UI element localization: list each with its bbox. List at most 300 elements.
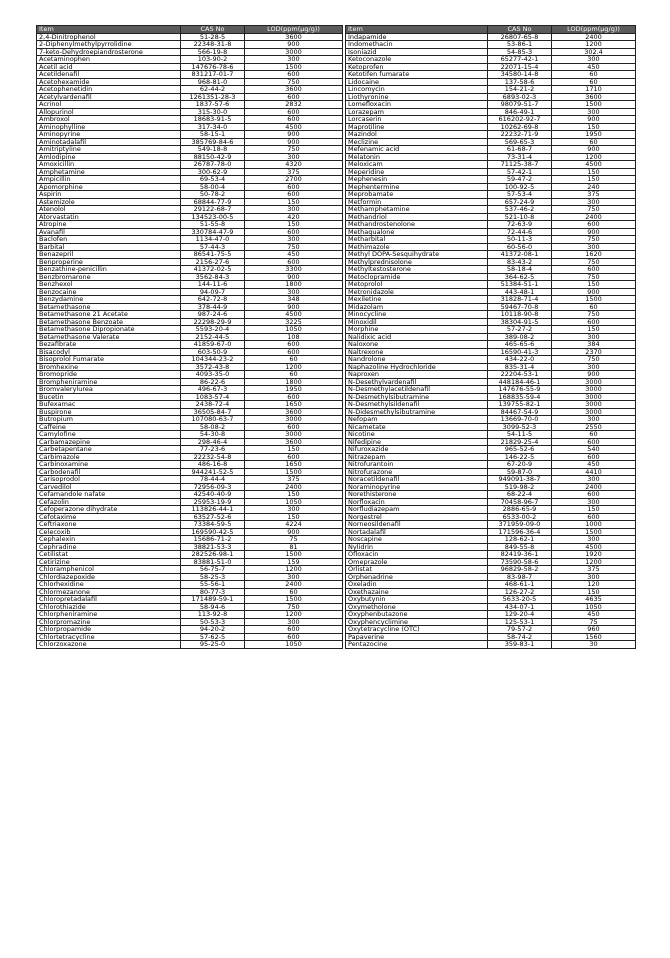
table-row [37, 213, 343, 221]
lod-value-cell: 3000 [552, 393, 636, 401]
cas-number-cell: 315-30-0 [181, 108, 245, 116]
item-name-cell: Noracetildenafil [346, 476, 488, 484]
lod-value-cell: 3225 [245, 318, 343, 326]
table-row [346, 56, 636, 64]
item-name-cell: Nalidixic acid [346, 333, 488, 341]
lod-value-cell: 750 [245, 146, 343, 154]
lod-value-cell: 150 [245, 198, 343, 206]
lod-value-cell: 2400 [245, 581, 343, 589]
lod-value-cell: 600 [552, 266, 636, 274]
lod-value-cell: 1200 [245, 363, 343, 371]
cas-number-cell: 57-62-5 [181, 633, 245, 641]
cas-number-cell: 51-55-8 [181, 221, 245, 229]
table-row [37, 123, 343, 131]
item-name-cell: Benzhexol [37, 281, 181, 289]
cas-number-cell: 364-62-5 [488, 273, 552, 281]
cas-number-cell: 831217-01-7 [181, 71, 245, 79]
lod-value-cell: 150 [552, 123, 636, 131]
item-name-cell: Benzocaine [37, 288, 181, 296]
item-name-cell: Oxyphenbutazone [346, 611, 488, 619]
lod-value-cell: 300 [245, 573, 343, 581]
cas-number-cell: 79-57-2 [488, 626, 552, 634]
item-name-cell: Melatonin [346, 153, 488, 161]
cas-number-cell: 56-75-7 [181, 566, 245, 574]
table-row [37, 423, 343, 431]
table-row [37, 386, 343, 394]
item-name-cell: Allopurinol [37, 108, 181, 116]
table-row [37, 138, 343, 146]
table-row [346, 611, 636, 619]
lod-value-cell: 3000 [245, 431, 343, 439]
cas-number-cell: 22298-29-9 [181, 318, 245, 326]
item-name-cell: Chlordiazepoxide [37, 573, 181, 581]
item-name-cell: Indapamide [346, 33, 488, 41]
item-name-cell: Chloramphenicol [37, 566, 181, 574]
lod-value-cell: 450 [552, 611, 636, 619]
item-name-cell: Ketotifen fumarate [346, 71, 488, 79]
item-name-cell: Methyl DOPA-Sesquihydrate [346, 251, 488, 259]
cas-number-cell: 6533-00-2 [488, 513, 552, 521]
table-row [346, 258, 636, 266]
table-row [346, 581, 636, 589]
lod-value-cell: 3600 [245, 438, 343, 446]
lod-value-cell: 900 [245, 273, 343, 281]
table-row [346, 326, 636, 334]
lod-value-cell: 600 [552, 318, 636, 326]
item-name-cell: Oxeladin [346, 581, 488, 589]
cas-number-cell: 59467-70-8 [488, 303, 552, 311]
item-name-cell: Norfloxacin [346, 498, 488, 506]
lod-value-cell: 3000 [552, 378, 636, 386]
lod-value-cell: 300 [245, 506, 343, 514]
table-row [346, 101, 636, 109]
cas-number-cell: 83881-51-0 [181, 558, 245, 566]
lod-value-cell: 2832 [245, 101, 343, 109]
lod-value-cell: 1950 [245, 386, 343, 394]
lod-value-cell: 3600 [245, 33, 343, 41]
table-row [37, 281, 343, 289]
cas-number-cell: 94-20-2 [181, 626, 245, 634]
table-row [37, 348, 343, 356]
cas-number-cell: 2438-72-4 [181, 401, 245, 409]
lod-value-cell: 150 [245, 491, 343, 499]
table-row [346, 416, 636, 424]
table-row [37, 596, 343, 604]
cas-number-cell: 965-52-6 [488, 446, 552, 454]
item-name-cell: Midazolam [346, 303, 488, 311]
item-name-cell: N-Desethylvardenafil [346, 378, 488, 386]
table-row [346, 78, 636, 86]
cas-number-cell: 72956-09-3 [181, 483, 245, 491]
table-row [346, 86, 636, 94]
table-row [346, 303, 636, 311]
cas-number-cell: 57-27-2 [488, 326, 552, 334]
lod-value-cell: 600 [245, 423, 343, 431]
table-row [37, 573, 343, 581]
lod-value-cell: 300 [552, 573, 636, 581]
cas-number-cell: 4093-35-0 [181, 371, 245, 379]
table-row [346, 423, 636, 431]
item-name-cell: Acrinol [37, 101, 181, 109]
cas-number-cell: 86541-75-5 [181, 251, 245, 259]
lod-value-cell: 60 [245, 588, 343, 596]
lod-value-cell: 4410 [552, 468, 636, 476]
item-name-cell: Ambroxol [37, 116, 181, 124]
lod-value-cell: 900 [552, 116, 636, 124]
table-row [37, 288, 343, 296]
lod-value-cell: 600 [552, 491, 636, 499]
table-row [346, 618, 636, 626]
item-name-cell: Benproperine [37, 258, 181, 266]
table-row [37, 393, 343, 401]
lod-value-cell: 4224 [245, 521, 343, 529]
cas-number-cell: 944241-52-5 [181, 468, 245, 476]
cas-number-cell: 128-62-1 [488, 536, 552, 544]
cas-number-cell: 465-65-6 [488, 341, 552, 349]
cas-number-cell: 137-58-6 [488, 78, 552, 86]
lod-value-cell: 1500 [552, 528, 636, 536]
cas-number-cell: 62-44-2 [181, 86, 245, 94]
lod-value-cell: 1710 [552, 86, 636, 94]
cas-number-cell: 25953-19-9 [181, 498, 245, 506]
cas-number-cell: 371959-09-0 [488, 521, 552, 529]
cas-number-cell: 55-56-1 [181, 581, 245, 589]
cas-number-cell: 57-42-1 [488, 168, 552, 176]
cas-number-cell: 41372-02-5 [181, 266, 245, 274]
cas-number-cell: 129-20-4 [488, 611, 552, 619]
table-row [346, 378, 636, 386]
cas-number-cell: 77-23-6 [181, 446, 245, 454]
item-name-cell: Atenolol [37, 206, 181, 214]
item-name-cell: Omeprazole [346, 558, 488, 566]
item-name-cell: Oxyphencyclimine [346, 618, 488, 626]
item-name-cell: Astemizole [37, 198, 181, 206]
table-row [37, 228, 343, 236]
table-row [37, 101, 343, 109]
lod-value-cell: 900 [552, 288, 636, 296]
cas-number-cell: 73384-59-5 [181, 521, 245, 529]
table-row [346, 273, 636, 281]
item-name-cell: Chlorzoxazone [37, 641, 181, 649]
table-row [37, 438, 343, 446]
lod-value-cell: 1050 [552, 603, 636, 611]
item-name-cell: Noraminopyrine [346, 483, 488, 491]
cas-number-cell: 61-68-7 [488, 146, 552, 154]
item-name-cell: Ofloxacin [346, 551, 488, 559]
lod-value-cell: 150 [552, 176, 636, 184]
cas-number-cell: 146-22-5 [488, 453, 552, 461]
item-name-cell: Cefotaxime [37, 513, 181, 521]
lod-value-cell: 300 [245, 288, 343, 296]
item-name-cell: Cefoperazone dihydrate [37, 506, 181, 514]
table-row [37, 356, 343, 364]
lod-value-cell: 1500 [552, 296, 636, 304]
lod-value-cell: 2400 [552, 483, 636, 491]
cas-number-cell: 126-27-2 [488, 588, 552, 596]
table-row [346, 33, 636, 41]
table-row [37, 603, 343, 611]
lod-table-left [36, 25, 343, 649]
table-row [346, 153, 636, 161]
lod-value-cell: 600 [245, 258, 343, 266]
item-name-cell: Isoniazid [346, 48, 488, 56]
table-row [37, 56, 343, 64]
lod-value-cell: 1650 [245, 401, 343, 409]
table-row [346, 213, 636, 221]
item-name-cell: Nicotine [346, 431, 488, 439]
cas-number-cell: 73-31-4 [488, 153, 552, 161]
column-header-lod: LOD(ppm(μg/g)) [245, 26, 343, 34]
table-row [346, 228, 636, 236]
lod-value-cell: 240 [552, 183, 636, 191]
lod-value-cell: 900 [245, 131, 343, 139]
table-row [346, 41, 636, 49]
lod-value-cell: 600 [245, 348, 343, 356]
table-row [37, 63, 343, 71]
item-name-cell: Betamethasone 21 Acetate [37, 311, 181, 319]
lod-value-cell: 1950 [552, 131, 636, 139]
item-name-cell: Bufexamac [37, 401, 181, 409]
item-name-cell: Benzydamine [37, 296, 181, 304]
cas-number-cell: 434-22-0 [488, 356, 552, 364]
cas-number-cell: 298-46-4 [181, 438, 245, 446]
cas-number-cell: 434-07-1 [488, 603, 552, 611]
cas-number-cell: 36505-84-7 [181, 408, 245, 416]
lod-value-cell: 60 [552, 303, 636, 311]
lod-value-cell: 1650 [245, 461, 343, 469]
lod-value-cell: 900 [245, 41, 343, 49]
lod-value-cell: 2400 [245, 483, 343, 491]
item-name-cell: Butropium [37, 416, 181, 424]
cas-number-cell: 69-53-4 [181, 176, 245, 184]
item-name-cell: Amoxicillin [37, 161, 181, 169]
lod-value-cell: 750 [552, 311, 636, 319]
item-name-cell: 2-Diphenylmethylpyrrolidine [37, 41, 181, 49]
cas-number-cell: 566-19-8 [181, 48, 245, 56]
item-name-cell: Lincomycin [346, 86, 488, 94]
table-row [37, 258, 343, 266]
table-row [37, 468, 343, 476]
lod-value-cell: 1500 [245, 551, 343, 559]
table-row [346, 626, 636, 634]
item-name-cell: Minocycline [346, 311, 488, 319]
table-row [37, 483, 343, 491]
table-row [346, 318, 636, 326]
lod-value-cell: 2700 [245, 176, 343, 184]
lod-value-cell: 60 [245, 356, 343, 364]
cas-number-cell: 65277-42-1 [488, 56, 552, 64]
item-name-cell: Bezafibrate [37, 341, 181, 349]
table-row [37, 618, 343, 626]
lod-value-cell: 750 [552, 236, 636, 244]
lod-value-cell: 1200 [245, 566, 343, 574]
lod-value-cell: 600 [245, 116, 343, 124]
table-row [346, 453, 636, 461]
lod-value-cell: 750 [552, 356, 636, 364]
item-name-cell: Aspirin [37, 191, 181, 199]
cas-number-cell: 549-18-8 [181, 146, 245, 154]
cas-number-cell: 113826-44-1 [181, 506, 245, 514]
lod-value-cell: 3600 [552, 93, 636, 101]
item-name-cell: Celecoxib [37, 528, 181, 536]
cas-number-cell: 58-25-3 [181, 573, 245, 581]
item-name-cell: Caffeine [37, 423, 181, 431]
item-name-cell: Methandrostenolone [346, 221, 488, 229]
cas-number-cell: 378-44-9 [181, 303, 245, 311]
cas-number-cell: 1261351-28-3 [181, 93, 245, 101]
table-row [37, 446, 343, 454]
cas-number-cell: 171596-36-4 [488, 528, 552, 536]
table-row [37, 206, 343, 214]
item-name-cell: Carbodenafil [37, 468, 181, 476]
lod-value-cell: 600 [245, 183, 343, 191]
table-row [346, 296, 636, 304]
lod-value-cell: 120 [552, 581, 636, 589]
item-name-cell: Nylidrin [346, 543, 488, 551]
lod-value-cell: 1500 [552, 101, 636, 109]
lod-value-cell: 30 [552, 641, 636, 649]
cas-number-cell: 22348-31-8 [181, 41, 245, 49]
cas-number-cell: 10262-69-8 [488, 123, 552, 131]
cas-number-cell: 60-56-0 [488, 243, 552, 251]
lod-value-cell: 375 [245, 168, 343, 176]
item-name-cell: Nortadalafil [346, 528, 488, 536]
cas-number-cell: 59-87-0 [488, 468, 552, 476]
lod-value-cell: 1200 [552, 41, 636, 49]
lod-value-cell: 900 [245, 138, 343, 146]
cas-number-cell: 468-61-1 [488, 581, 552, 589]
cas-number-cell: 98079-51-7 [488, 101, 552, 109]
item-name-cell: Brompheniramine [37, 378, 181, 386]
item-name-cell: Betamethasone [37, 303, 181, 311]
item-name-cell: Maprotiline [346, 123, 488, 131]
lod-value-cell: 600 [245, 453, 343, 461]
item-name-cell: Lidocaine [346, 78, 488, 86]
table-row [346, 71, 636, 79]
table-row [346, 251, 636, 259]
lod-value-cell: 60 [552, 71, 636, 79]
item-name-cell: Cetilistat [37, 551, 181, 559]
item-name-cell: Chlortetracycline [37, 633, 181, 641]
lod-value-cell: 4500 [245, 311, 343, 319]
table-row [346, 93, 636, 101]
table-row [37, 48, 343, 56]
table-row [37, 551, 343, 559]
lod-value-cell: 150 [245, 221, 343, 229]
lod-value-cell: 300 [552, 536, 636, 544]
table-row [346, 146, 636, 154]
cas-number-cell: 1083-57-4 [181, 393, 245, 401]
item-name-cell: N-Didesmethylsibutramine [346, 408, 488, 416]
lod-value-cell: 1050 [245, 326, 343, 334]
cas-number-cell: 53-86-1 [488, 41, 552, 49]
item-name-cell: 2,4-Dinitrophenol [37, 33, 181, 41]
item-name-cell: Bromvalerylurea [37, 386, 181, 394]
item-name-cell: N-Desmethylacetildenafil [346, 386, 488, 394]
lod-value-cell: 1560 [552, 633, 636, 641]
item-name-cell: Aminophylline [37, 123, 181, 131]
table-row [37, 453, 343, 461]
table-row [37, 93, 343, 101]
item-name-cell: Acetil acid [37, 63, 181, 71]
cas-number-cell: 67-20-9 [488, 461, 552, 469]
item-name-cell: Methamphetamine [346, 206, 488, 214]
table-row [346, 603, 636, 611]
item-name-cell: Acetaminophen [37, 56, 181, 64]
cas-number-cell: 486-16-8 [181, 461, 245, 469]
lod-value-cell: 1500 [245, 596, 343, 604]
item-name-cell: Cefamandole nafate [37, 491, 181, 499]
table-row [346, 401, 636, 409]
lod-value-cell: 384 [552, 341, 636, 349]
table-row [37, 251, 343, 259]
cas-number-cell: 104344-23-2 [181, 356, 245, 364]
cas-number-cell: 603-50-9 [181, 348, 245, 356]
cas-number-cell: 72-44-6 [488, 228, 552, 236]
item-name-cell: Betamethasone Valerate [37, 333, 181, 341]
cas-number-cell: 144-11-6 [181, 281, 245, 289]
cas-number-cell: 54-85-3 [488, 48, 552, 56]
lod-value-cell: 4635 [552, 596, 636, 604]
item-name-cell: Aminotadalafil [37, 138, 181, 146]
item-name-cell: Lomefloxacin [346, 101, 488, 109]
table-row [37, 33, 343, 41]
cas-number-cell: 82419-36-1 [488, 551, 552, 559]
table-row [37, 408, 343, 416]
lod-value-cell: 1200 [552, 558, 636, 566]
lod-value-cell: 4500 [552, 161, 636, 169]
cas-number-cell: 616202-92-7 [488, 116, 552, 124]
cas-number-cell: 95-25-0 [181, 641, 245, 649]
item-name-cell: Ceftriaxone [37, 521, 181, 529]
lod-value-cell: 3300 [245, 266, 343, 274]
item-name-cell: Carbamazepine [37, 438, 181, 446]
cas-number-cell: 443-48-1 [488, 288, 552, 296]
item-name-cell: Amlodipine [37, 153, 181, 161]
item-name-cell: Orlistat [346, 566, 488, 574]
cas-number-cell: 835-31-4 [488, 363, 552, 371]
item-name-cell: Orphenadrine [346, 573, 488, 581]
item-name-cell: Norfludiazepam [346, 506, 488, 514]
item-name-cell: Chlorpheniramine [37, 611, 181, 619]
lod-value-cell: 1620 [552, 251, 636, 259]
lod-value-cell: 540 [552, 446, 636, 454]
lod-value-cell: 150 [552, 588, 636, 596]
cas-number-cell: 147676-78-6 [181, 63, 245, 71]
table-row [37, 71, 343, 79]
lod-value-cell: 150 [245, 446, 343, 454]
lod-value-cell: 1800 [245, 281, 343, 289]
item-name-cell: Mephenesin [346, 176, 488, 184]
lod-value-cell: 900 [245, 303, 343, 311]
cas-number-cell: 359-83-1 [488, 641, 552, 649]
item-name-cell: Liothyronine [346, 93, 488, 101]
item-name-cell: Lorcaserin [346, 116, 488, 124]
lod-value-cell: 3000 [245, 48, 343, 56]
lod-value-cell: 1200 [245, 611, 343, 619]
item-name-cell: Metoprolol [346, 281, 488, 289]
lod-reference-sheet [36, 25, 635, 931]
table-row [37, 198, 343, 206]
lod-value-cell: 300 [552, 198, 636, 206]
item-name-cell: Nitrofurantoin [346, 461, 488, 469]
lod-value-cell: 159 [245, 558, 343, 566]
lod-value-cell: 450 [552, 461, 636, 469]
table-row [346, 521, 636, 529]
lod-value-cell: 900 [552, 146, 636, 154]
cas-number-cell: 3572-43-8 [181, 363, 245, 371]
table-row [37, 161, 343, 169]
